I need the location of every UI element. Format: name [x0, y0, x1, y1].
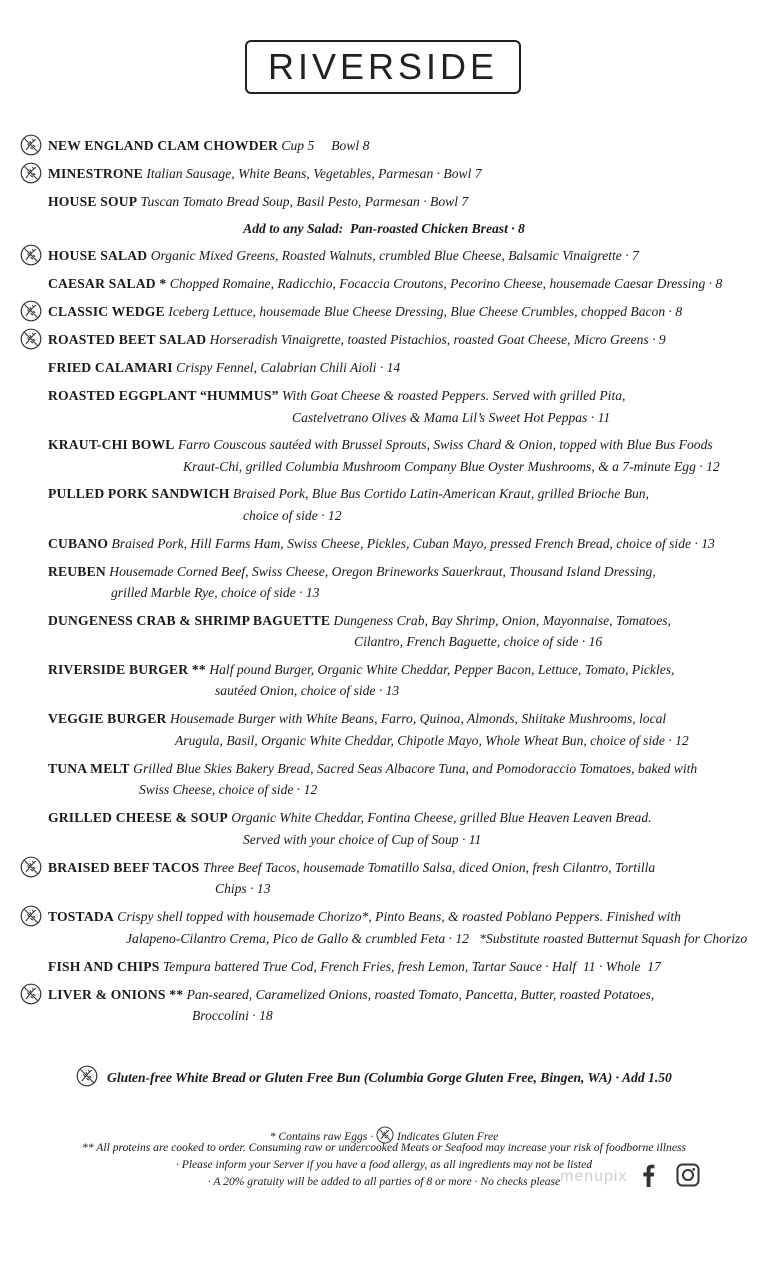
menu-item-continued: Swiss Cheese, choice of side · 12	[139, 782, 318, 797]
gluten-free-bread-note: Gluten-free White Bread or Gluten Free Bun (Columbia Gorge Gluten Free, Bingen, WA) · Add 1.50	[107, 1070, 672, 1085]
menu-item: CUBANO Braised Pork, Hill Farms Ham, Swiss Cheese, Pickles, Cuban Mayo, pressed French Bread, choice of side · 13	[48, 536, 715, 551]
menu-item: MINESTRONE Italian Sausage, White Beans, Vegetables, Parmesan · Bowl 7	[48, 166, 482, 181]
menu-item: FRIED CALAMARI Crispy Fennel, Calabrian Chili Aioli · 14	[48, 360, 401, 375]
menu-item-continued: sautéed Onion, choice of side · 13	[215, 683, 400, 698]
gluten-free-icon	[20, 162, 42, 184]
menu-item-continued: choice of side · 12	[243, 508, 342, 523]
gluten-free-icon	[20, 134, 42, 156]
footer-allergy-note: · Please inform your Server if you have a food allergy, as all ingredients may not be listed	[175, 1158, 593, 1171]
salad-add-on: Add to any Salad: Pan-roasted Chicken Breast · 8	[243, 221, 525, 236]
menu-item: DUNGENESS CRAB & SHRIMP BAGUETTE Dungeness Crab, Bay Shrimp, Onion, Mayonnaise, Tomatoes,	[48, 613, 671, 628]
menu-item: CAESAR SALAD * Chopped Romaine, Radicchio, Focaccia Croutons, Pecorino Cheese, housemade Caesar Dressing · 8	[48, 276, 723, 291]
menu-item-continued: Kraut-Chi, grilled Columbia Mushroom Company Blue Oyster Mushrooms, & a 7-minute Egg · 12	[183, 459, 720, 474]
menu-item-continued: Castelvetrano Olives & Mama Lil’s Sweet Hot Peppas · 11	[292, 410, 611, 425]
footer-gratuity-note: · A 20% gratuity will be added to all parties of 8 or more · No checks please	[207, 1175, 561, 1188]
restaurant-logo: RIVERSIDE	[245, 40, 521, 94]
gluten-free-icon	[76, 1065, 98, 1087]
gluten-free-icon	[20, 244, 42, 266]
menu-item: RIVERSIDE BURGER ** Half pound Burger, Organic White Cheddar, Pepper Bacon, Lettuce, Tomato, Pickles,	[48, 662, 675, 677]
gluten-free-icon	[20, 856, 42, 878]
menu-item: BRAISED BEEF TACOS Three Beef Tacos, housemade Tomatillo Salsa, diced Onion, fresh Cilantro, Tortilla	[48, 860, 656, 875]
menu-item: HOUSE SALAD Organic Mixed Greens, Roasted Walnuts, crumbled Blue Cheese, Balsamic Vinaigrette · 7	[48, 248, 639, 263]
menu-item: VEGGIE BURGER Housemade Burger with White Beans, Farro, Quinoa, Almonds, Shiitake Mushrooms, local	[48, 711, 667, 726]
menu-item: ROASTED EGGPLANT “HUMMUS” With Goat Cheese & roasted Peppers. Served with grilled Pita,	[48, 388, 626, 403]
gluten-free-icon	[20, 983, 42, 1005]
menu-item-continued: grilled Marble Rye, choice of side · 13	[111, 585, 320, 600]
menu-item-continued: Broccolini · 18	[192, 1008, 273, 1023]
watermark: menupix	[560, 1168, 628, 1185]
footer-raw-warning: ** All proteins are cooked to order. Consuming raw or undercooked Meats or Seafood may increase your risk of foodborne illness	[82, 1141, 686, 1154]
facebook-icon[interactable]	[637, 1163, 661, 1187]
gluten-free-icon	[20, 328, 42, 350]
menu-item: NEW ENGLAND CLAM CHOWDER Cup 5 Bowl 8	[48, 138, 370, 153]
gluten-free-icon	[20, 300, 42, 322]
menu-item: REUBEN Housemade Corned Beef, Swiss Cheese, Oregon Brineworks Sauerkraut, Thousand Island Dressing,	[48, 564, 656, 579]
menu-item: KRAUT-CHI BOWL Farro Couscous sautéed with Brussel Sprouts, Swiss Chard & Onion, topped with Blue Bus Foods	[48, 437, 713, 452]
menu-item: HOUSE SOUP Tuscan Tomato Bread Soup, Basil Pesto, Parmesan · Bowl 7	[48, 194, 469, 209]
gluten-free-icon	[20, 905, 42, 927]
menu-item: ROASTED BEET SALAD Horseradish Vinaigrette, toasted Pistachios, roasted Goat Cheese, Micro Greens · 9	[48, 332, 666, 347]
menu-item-continued: Jalapeno-Cilantro Crema, Pico de Gallo & crumbled Feta · 12 *Substitute roasted Butternut Squash for Chorizo	[126, 931, 748, 946]
menu-item-continued: Served with your choice of Cup of Soup · 11	[243, 832, 482, 847]
menu-item-continued: Cilantro, French Baguette, choice of side · 16	[354, 634, 603, 649]
menu-item: GRILLED CHEESE & SOUP Organic White Cheddar, Fontina Cheese, grilled Blue Heaven Leaven Bread.	[48, 810, 652, 825]
menu-item-continued: Arugula, Basil, Organic White Cheddar, Chipotle Mayo, Whole Wheat Bun, choice of side · 12	[175, 733, 689, 748]
menu-item: TOSTADA Crispy shell topped with housemade Chorizo*, Pinto Beans, & roasted Poblano Peppers. Finished with	[48, 909, 681, 924]
menu-item: LIVER & ONIONS ** Pan-seared, Caramelized Onions, roasted Tomato, Pancetta, Butter, roasted Potatoes,	[48, 987, 655, 1002]
menu-item: FISH AND CHIPS Tempura battered True Cod, French Fries, fresh Lemon, Tartar Sauce · Half 11 · Whole 17	[48, 959, 661, 974]
menu-item: CLASSIC WEDGE Iceberg Lettuce, housemade Blue Cheese Dressing, Blue Cheese Crumbles, chopped Bacon · 8	[48, 304, 683, 319]
footer-legend: * Contains raw Eggs · Indicates Gluten Free	[0, 1122, 768, 1145]
menu-item-continued: Chips · 13	[215, 881, 271, 896]
menu-item: TUNA MELT Grilled Blue Skies Bakery Bread, Sacred Seas Albacore Tuna, and Pomodoraccio Tomatoes, baked with	[48, 761, 698, 776]
menu-item: PULLED PORK SANDWICH Braised Pork, Blue Bus Cortido Latin-American Kraut, grilled Brioche Bun,	[48, 486, 649, 501]
instagram-icon[interactable]	[676, 1163, 700, 1187]
